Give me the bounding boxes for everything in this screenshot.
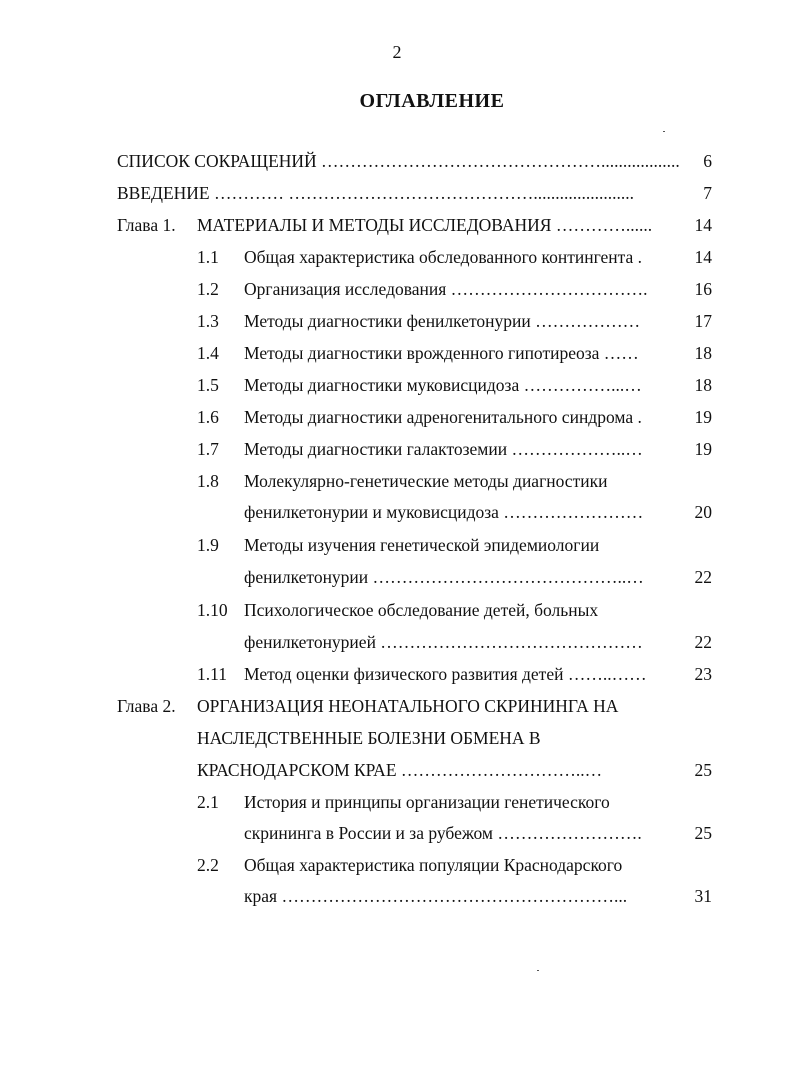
toc-entry-text: скрининга в России и за рубежом …………………….	[244, 823, 642, 843]
toc-entry-text: История и принципы организации генетического	[244, 792, 610, 812]
toc-section-2-1-continued	[197, 820, 717, 846]
toc-entry-page: 22	[694, 567, 712, 587]
toc-entry-text: Общая характеристика популяции Краснодарского	[244, 855, 623, 875]
toc-section-number: 1.9	[197, 535, 219, 555]
toc-section-1-1	[197, 244, 717, 270]
toc-section-number: 1.5	[197, 375, 219, 395]
toc-entry-text: фенилкетонурией ………………………………………	[244, 632, 643, 652]
toc-section-1-11	[197, 661, 717, 687]
toc-section-number: 1.1	[197, 247, 219, 267]
scan-speck	[663, 131, 665, 132]
toc-entry-page: 19	[694, 407, 712, 427]
toc-chapter-label: Глава 1.	[117, 215, 176, 235]
toc-section-number: 1.2	[197, 279, 219, 299]
toc-entry-page: 6	[703, 151, 712, 171]
toc-entry-text: края …………………………………………………...	[244, 886, 628, 906]
toc-section-1-2	[197, 276, 717, 302]
toc-entry-text: Методы диагностики фенилкетонурии ………………	[244, 311, 641, 331]
toc-entry-page: 17	[694, 311, 712, 331]
toc-entry-text: Методы диагностики врожденного гипотиреоза ……	[244, 343, 639, 363]
toc-chapter-label: Глава 2.	[117, 696, 176, 716]
toc-entry-text: НАСЛЕДСТВЕННЫЕ БОЛЕЗНИ ОБМЕНА В	[197, 728, 541, 748]
toc-entry-page: 16	[694, 279, 712, 299]
toc-section-2-2-continued	[197, 883, 717, 909]
toc-entry-text: Психологическое обследование детей, больных	[244, 600, 599, 620]
toc-entry-introduction	[117, 180, 717, 206]
toc-entry-text: МАТЕРИАЛЫ И МЕТОДЫ ИССЛЕДОВАНИЯ …………......	[197, 215, 653, 235]
toc-entry-page: 19	[694, 439, 712, 459]
toc-entry-page: 14	[694, 215, 712, 235]
toc-chapter-1	[117, 212, 717, 238]
toc-chapter-2	[117, 693, 717, 719]
toc-section-1-9	[197, 532, 717, 558]
toc-section-number: 1.3	[197, 311, 219, 331]
toc-section-number: 1.4	[197, 343, 219, 363]
toc-entry-text: КРАСНОДАРСКОМ КРАЕ …………………………..…	[197, 760, 603, 780]
toc-entry-text: фенилкетонурии ……………………………………..…	[244, 567, 644, 587]
toc-section-2-1	[197, 789, 717, 815]
toc-entry-page: 31	[694, 886, 712, 906]
toc-section-1-8	[197, 468, 717, 494]
toc-section-number: 1.11	[197, 664, 227, 684]
toc-entry-text: фенилкетонурии и муковисцидоза ……………………	[244, 502, 644, 522]
toc-section-1-10-continued	[197, 629, 717, 655]
toc-entry-page: 22	[694, 632, 712, 652]
toc-title: ОГЛАВЛЕНИЕ	[359, 90, 505, 112]
toc-entry-page: 14	[694, 247, 712, 267]
toc-section-number: 1.6	[197, 407, 219, 427]
toc-chapter-2-continued	[117, 725, 717, 751]
toc-entry-text: СПИСОК СОКРАЩЕНИЙ …………………………………………..................	[117, 151, 680, 171]
toc-entry-page: 18	[694, 343, 712, 363]
page-number: 2	[392, 42, 402, 62]
toc-entry-text: ОРГАНИЗАЦИЯ НЕОНАТАЛЬНОГО СКРИНИНГА НА	[197, 696, 619, 716]
toc-section-1-3	[197, 308, 717, 334]
toc-entry-page: 25	[694, 760, 712, 780]
toc-section-1-8-continued	[197, 499, 717, 525]
toc-entry-text: Методы диагностики галактоземии ………………..…	[244, 439, 643, 459]
toc-section-2-2	[197, 852, 717, 878]
toc-entry-text: Методы диагностики адреногенитального синдрома .	[244, 407, 642, 427]
toc-entry-text: Молекулярно-генетические методы диагностики	[244, 471, 608, 491]
toc-section-1-7	[197, 436, 717, 462]
toc-entry-text: Методы изучения генетической эпидемиологии	[244, 535, 600, 555]
toc-section-number: 2.2	[197, 855, 219, 875]
scan-speck	[537, 970, 539, 971]
toc-section-number: 2.1	[197, 792, 219, 812]
toc-section-number: 1.10	[197, 600, 228, 620]
toc-entry-abbreviations	[117, 148, 717, 174]
toc-entry-page: 18	[694, 375, 712, 395]
toc-entry-text: ВВЕДЕНИЕ ………… …………………………………….......................	[117, 183, 635, 203]
toc-section-number: 1.8	[197, 471, 219, 491]
toc-entry-page: 23	[694, 664, 712, 684]
toc-entry-text: Организация исследования …………………………….	[244, 279, 648, 299]
toc-section-1-10	[197, 597, 717, 623]
toc-entry-page: 7	[703, 183, 712, 203]
toc-entry-text: Методы диагностики муковисцидоза ……………...…	[244, 375, 642, 395]
toc-entry-page: 20	[694, 502, 712, 522]
toc-entry-page: 25	[694, 823, 712, 843]
toc-entry-text: Метод оценки физического развития детей ……..……	[244, 664, 647, 684]
toc-section-1-5	[197, 372, 717, 398]
toc-chapter-2-continued-2	[117, 757, 717, 783]
toc-section-1-6	[197, 404, 717, 430]
toc-section-number: 1.7	[197, 439, 219, 459]
toc-section-1-4	[197, 340, 717, 366]
toc-entry-text: Общая характеристика обследованного контингента .	[244, 247, 643, 267]
toc-section-1-9-continued	[197, 564, 717, 590]
